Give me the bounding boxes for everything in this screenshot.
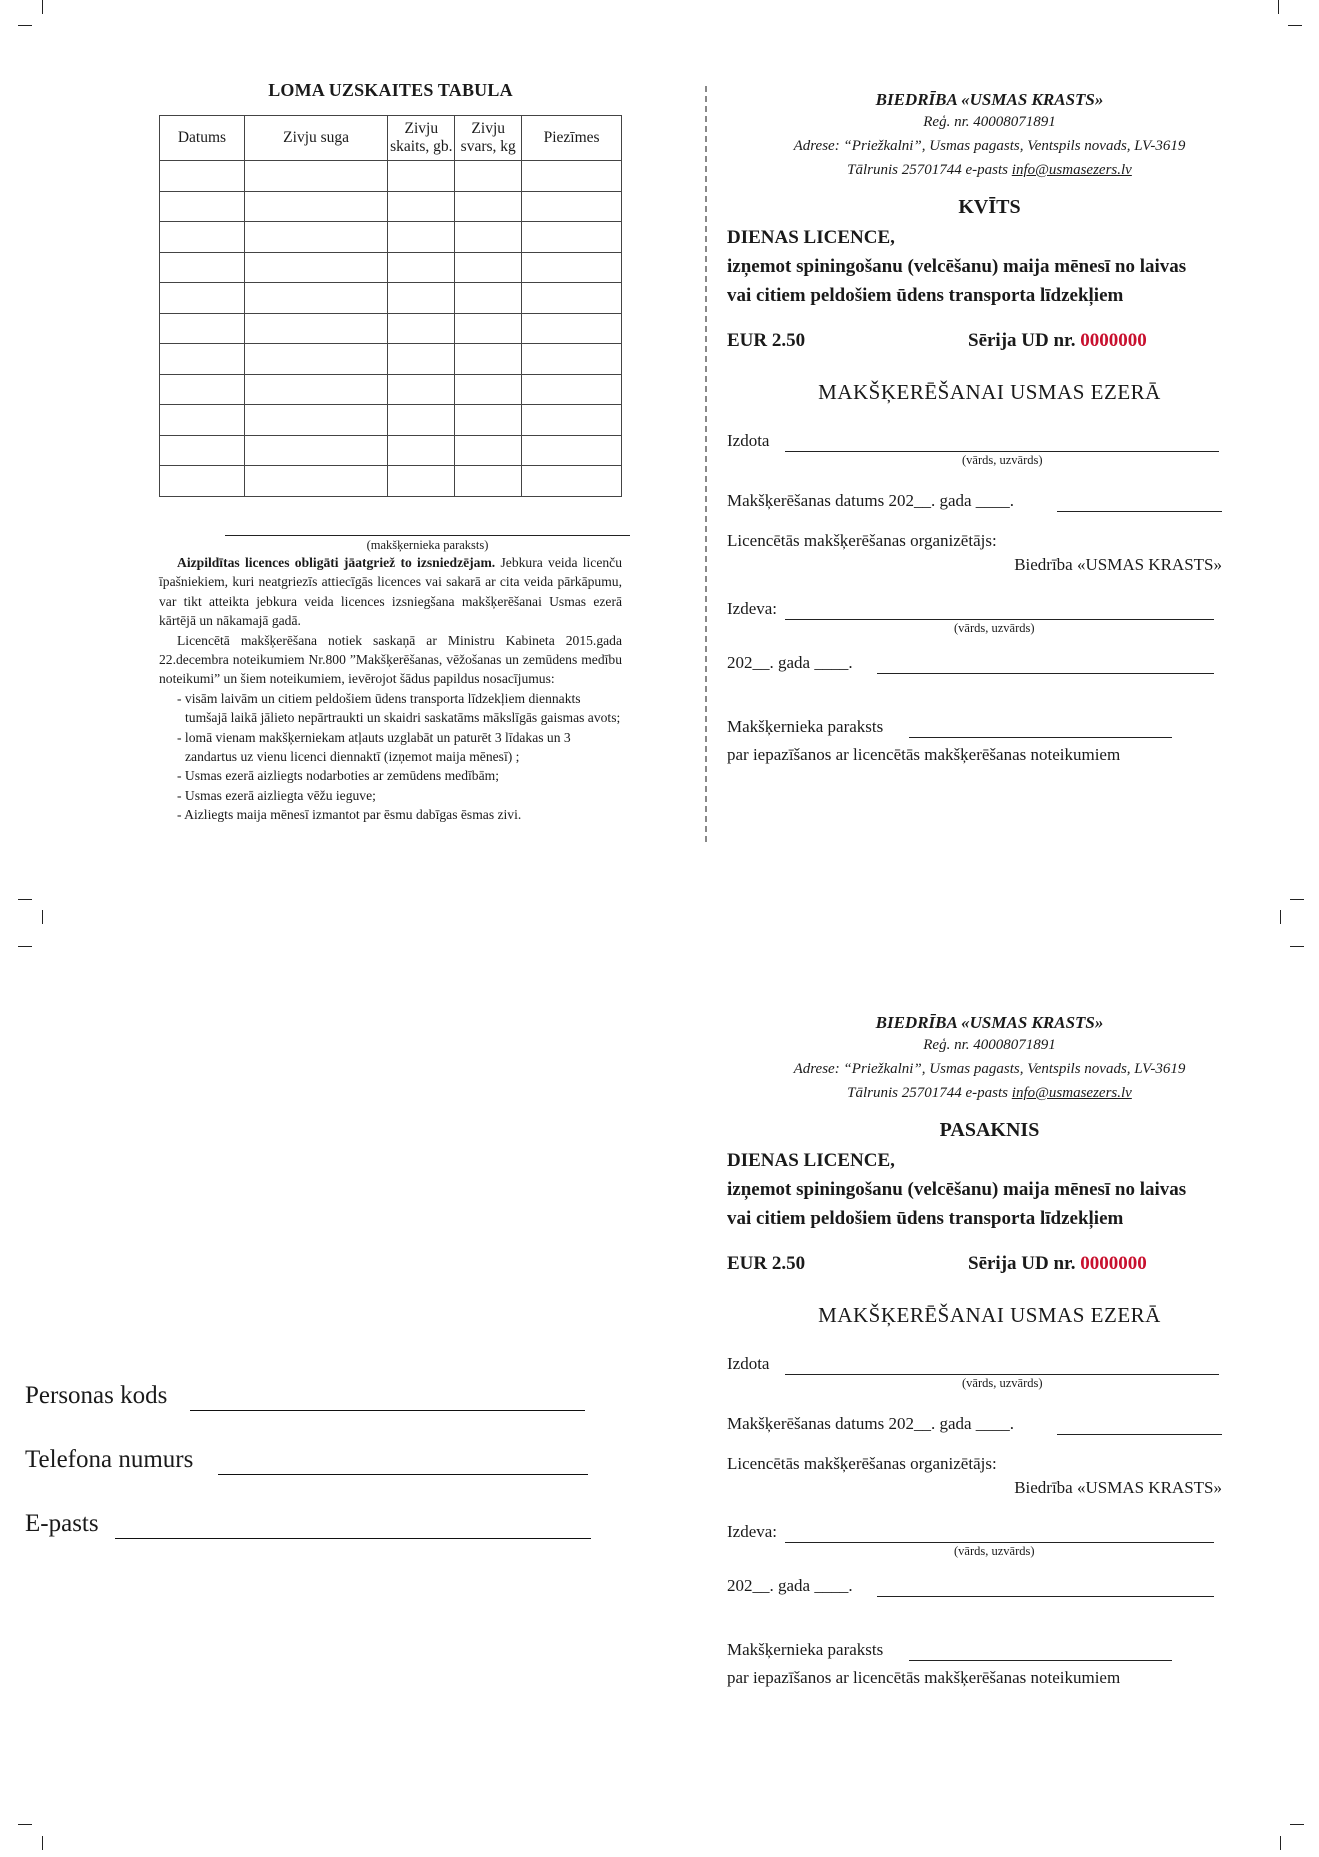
angler-sign-line[interactable] <box>909 737 1172 738</box>
crop-mark <box>1288 25 1302 26</box>
table-cell[interactable] <box>160 405 245 436</box>
organizer-label: Licencētās makšķerēšanas organizētājs: <box>727 531 997 550</box>
table-cell[interactable] <box>522 405 622 436</box>
table-cell[interactable] <box>455 435 522 466</box>
table-cell[interactable] <box>388 344 455 375</box>
angler-sign-field[interactable]: Makšķernieka paraksts <box>727 717 1252 741</box>
table-cell[interactable] <box>244 405 388 436</box>
crop-mark <box>42 910 43 924</box>
table-cell[interactable] <box>388 374 455 405</box>
org-email-link[interactable]: info@usmasezers.lv <box>1011 162 1132 178</box>
org-contacts: Tālrunis 25701744 e-pasts info@usmasezers.lv <box>847 1085 1132 1101</box>
table-cell[interactable] <box>455 191 522 222</box>
table-cell[interactable] <box>522 313 622 344</box>
price-row <box>727 1253 1252 1283</box>
table-cell[interactable] <box>522 161 622 192</box>
rules-item: - Usmas ezerā aizliegta vēžu ieguve; <box>177 787 376 803</box>
issuer-line[interactable] <box>785 1542 1214 1543</box>
table-row <box>160 252 622 283</box>
crop-mark <box>42 0 43 14</box>
table-row <box>160 405 622 436</box>
crop-mark <box>1290 946 1304 947</box>
angler-signature-line[interactable] <box>225 535 630 536</box>
issued-to-field[interactable]: Izdota (vārds, uzvārds) <box>727 431 1252 455</box>
crop-mark <box>18 946 32 947</box>
table-cell[interactable] <box>455 252 522 283</box>
angler-sign-note: par iepazīšanos ar licencētās makšķerēšanas noteikumiem <box>727 1668 1121 1687</box>
column-header-species: Zivju suga <box>244 116 388 161</box>
issue-date-field[interactable]: 202__. gada ____. <box>727 653 1252 677</box>
table-cell[interactable] <box>455 405 522 436</box>
table-cell[interactable] <box>244 283 388 314</box>
table-row <box>160 313 622 344</box>
table-cell[interactable] <box>455 466 522 497</box>
table-cell[interactable] <box>160 191 245 222</box>
table-cell[interactable] <box>388 283 455 314</box>
issued-to-line[interactable] <box>785 1374 1219 1375</box>
series-number: 0000000 <box>1080 1253 1147 1274</box>
cut-line-dashed <box>705 86 707 842</box>
table-cell[interactable] <box>388 222 455 253</box>
table-cell[interactable] <box>244 161 388 192</box>
table-cell[interactable] <box>522 344 622 375</box>
table-cell[interactable] <box>388 252 455 283</box>
org-name: BIEDRĪBA «USMAS KRASTS» <box>875 1013 1104 1032</box>
rules-text <box>159 553 622 825</box>
table-cell[interactable] <box>388 435 455 466</box>
fishing-date-line[interactable] <box>1057 1434 1222 1435</box>
issue-date-line[interactable] <box>877 1596 1214 1597</box>
table-cell[interactable] <box>160 435 245 466</box>
table-cell[interactable] <box>244 222 388 253</box>
lake-title: MAKŠĶERĒŠANAI USMAS EZERĀ <box>818 1303 1161 1327</box>
table-cell[interactable] <box>244 252 388 283</box>
license-title: DIENAS LICENCE, izņemot spiningošanu (velcēšanu) maija mēnesī no laivas vai citiem peldošiem ūdens transporta līdzekļiem <box>727 227 1187 306</box>
license-title: DIENAS LICENCE, izņemot spiningošanu (velcēšanu) maija mēnesī no laivas vai citiem peldošiem ūdens transporta līdzekļiem <box>727 1150 1187 1229</box>
table-row <box>160 161 622 192</box>
crop-mark <box>1280 910 1281 924</box>
angler-signature-caption: (makšķernieka paraksts) <box>366 538 489 552</box>
crop-mark <box>1290 1824 1304 1825</box>
table-cell[interactable] <box>160 374 245 405</box>
lake-title: MAKŠĶERĒŠANAI USMAS EZERĀ <box>818 380 1161 404</box>
issuer-line[interactable] <box>785 619 1214 620</box>
table-cell[interactable] <box>388 466 455 497</box>
table-cell[interactable] <box>160 161 245 192</box>
crop-mark <box>18 899 32 900</box>
issuer-field[interactable]: Izdeva: (vārds, uzvārds) <box>727 1522 1252 1546</box>
crop-mark <box>42 1836 43 1850</box>
fishing-date-line[interactable] <box>1057 511 1222 512</box>
issuer-field[interactable]: Izdeva: (vārds, uzvārds) <box>727 599 1252 623</box>
series: Sērija UD nr. 0000000 <box>968 330 1147 351</box>
table-row <box>160 435 622 466</box>
table-row <box>160 374 622 405</box>
org-address: Adrese: “Priežkalni”, Usmas pagasts, Ventspils novads, LV-3619 <box>793 1061 1186 1077</box>
rules-para-1: Aizpildītas licences obligāti jāatgriež to izsniedzējam. Jebkura veida licenču īpašniekiem, kuri neatgriezīs attiecīgās licences vai sakarā ar cita veida pārkāpumu, var tikt atteikta jebkura veida licences izsniegšana makšķerēšanai Usmas ezerā kārtējā un nākamajā gadā. <box>159 555 623 629</box>
org-address: Adrese: “Priežkalni”, Usmas pagasts, Ventspils novads, LV-3619 <box>793 138 1186 154</box>
table-cell[interactable] <box>522 435 622 466</box>
organizer-value: Biedrība «USMAS KRASTS» <box>1014 555 1222 574</box>
table-cell[interactable] <box>522 191 622 222</box>
issued-to-field[interactable]: Izdota (vārds, uzvārds) <box>727 1354 1252 1378</box>
series: Sērija UD nr. 0000000 <box>968 1253 1147 1274</box>
catch-table <box>159 115 622 497</box>
table-cell[interactable] <box>455 222 522 253</box>
organizer-label: Licencētās makšķerēšanas organizētājs: <box>727 1454 997 1473</box>
rules-item: - Usmas ezerā aizliegts nodarboties ar zemūdens medībām; <box>177 768 499 784</box>
table-cell[interactable] <box>160 466 245 497</box>
rules-item: - Aizliegts maija mēnesī izmantot par ēsmu dabīgas ēsmas zivi. <box>177 807 522 823</box>
issue-date-line[interactable] <box>877 673 1214 674</box>
table-cell[interactable] <box>244 313 388 344</box>
table-cell[interactable] <box>455 283 522 314</box>
table-row <box>160 344 622 375</box>
column-header-weight: Zivju svars, kg <box>455 116 522 161</box>
personal-code-line[interactable] <box>190 1410 585 1411</box>
table-cell[interactable] <box>522 374 622 405</box>
rules-bold-lead: Aizpildītas licences obligāti jāatgriež to izsniedzējam. <box>177 555 496 570</box>
price: EUR 2.50 <box>727 330 806 351</box>
table-cell[interactable] <box>522 466 622 497</box>
org-name: BIEDRĪBA «USMAS KRASTS» <box>875 90 1104 109</box>
catch-table-title: LOMA UZSKAITES TABULA <box>268 80 513 100</box>
table-cell[interactable] <box>244 466 388 497</box>
table-cell[interactable] <box>388 313 455 344</box>
table-row <box>160 222 622 253</box>
table-cell[interactable] <box>244 374 388 405</box>
column-header-notes: Piezīmes <box>522 116 622 161</box>
org-reg: Reģ. nr. 40008071891 <box>923 1037 1056 1053</box>
rules-item: - lomā vienam makšķerniekam atļauts uzglabāt un paturēt 3 līdakas un 3 zandartus uz vienu licenci diennaktī (izņemot maija mēnesī) ; <box>177 729 571 765</box>
fishing-date-field[interactable]: Makšķerēšanas datums 202__. gada ____. <box>727 1414 1252 1438</box>
table-cell[interactable] <box>522 252 622 283</box>
table-row <box>160 283 622 314</box>
doc-title: PASAKNIS <box>939 1119 1040 1141</box>
crop-mark <box>1280 1836 1281 1850</box>
table-cell[interactable] <box>455 374 522 405</box>
table-cell[interactable] <box>455 161 522 192</box>
table-cell[interactable] <box>244 344 388 375</box>
crop-mark <box>18 1824 32 1825</box>
table-cell[interactable] <box>522 222 622 253</box>
table-cell[interactable] <box>455 313 522 344</box>
table-cell[interactable] <box>160 222 245 253</box>
table-cell[interactable] <box>160 283 245 314</box>
table-cell[interactable] <box>244 435 388 466</box>
angler-sign-note: par iepazīšanos ar licencētās makšķerēšanas noteikumiem <box>727 745 1121 764</box>
stub-slip <box>727 1013 1252 1692</box>
phone-number-field[interactable]: Telefona numurs <box>25 1446 665 1480</box>
issue-date-field[interactable]: 202__. gada ____. <box>727 1576 1252 1600</box>
column-header-count: Zivju skaits, gb. <box>388 116 455 161</box>
email-line[interactable] <box>115 1538 591 1539</box>
column-header-date: Datums <box>160 116 245 161</box>
table-cell[interactable] <box>388 161 455 192</box>
price-row <box>727 330 1252 360</box>
rules-item: - visām laivām un citiem peldošiem ūdens transporta līdzekļiem diennakts tumšajā laikā jālieto nepārtraukti un skaidri saskatāms mākslīgās gaismas avots; <box>177 690 621 726</box>
table-row <box>160 191 622 222</box>
fishing-date-field[interactable]: Makšķerēšanas datums 202__. gada ____. <box>727 491 1252 515</box>
angler-sign-line[interactable] <box>909 1660 1172 1661</box>
table-cell[interactable] <box>160 313 245 344</box>
org-reg: Reģ. nr. 40008071891 <box>923 114 1056 130</box>
table-cell[interactable] <box>522 283 622 314</box>
price: EUR 2.50 <box>727 1253 806 1274</box>
org-email-link[interactable]: info@usmasezers.lv <box>1011 1085 1132 1101</box>
table-cell[interactable] <box>388 405 455 436</box>
table-row <box>160 466 622 497</box>
issued-to-line[interactable] <box>785 451 1219 452</box>
table-cell[interactable] <box>244 191 388 222</box>
rules-list <box>159 689 622 825</box>
doc-title: KVĪTS <box>958 196 1021 218</box>
personal-code-field[interactable]: Personas kods <box>25 1382 665 1416</box>
org-contacts: Tālrunis 25701744 e-pasts info@usmasezers.lv <box>847 162 1132 178</box>
organizer-value: Biedrība «USMAS KRASTS» <box>1014 1478 1222 1497</box>
series-number: 0000000 <box>1080 330 1147 351</box>
email-field[interactable]: E-pasts <box>25 1510 665 1544</box>
table-cell[interactable] <box>455 344 522 375</box>
receipt-slip <box>727 90 1252 769</box>
rules-para-2: Licencētā makšķerēšana notiek saskaņā ar Ministru Kabineta 2015.gada 22.decembra noteikumiem Nr.800 ”Makšķerēšanas, vēžošanas un zemūdens medību noteikumi” un šiem noteikumiem, ievērojot šādus papildus nosacījumus: <box>159 632 622 687</box>
crop-mark <box>18 25 32 26</box>
crop-mark <box>1290 899 1304 900</box>
table-header-row <box>160 116 622 161</box>
angler-sign-field[interactable]: Makšķernieka paraksts <box>727 1640 1252 1664</box>
table-cell[interactable] <box>160 252 245 283</box>
table-cell[interactable] <box>160 344 245 375</box>
crop-mark <box>1278 0 1279 14</box>
table-cell[interactable] <box>388 191 455 222</box>
phone-number-line[interactable] <box>218 1474 588 1475</box>
